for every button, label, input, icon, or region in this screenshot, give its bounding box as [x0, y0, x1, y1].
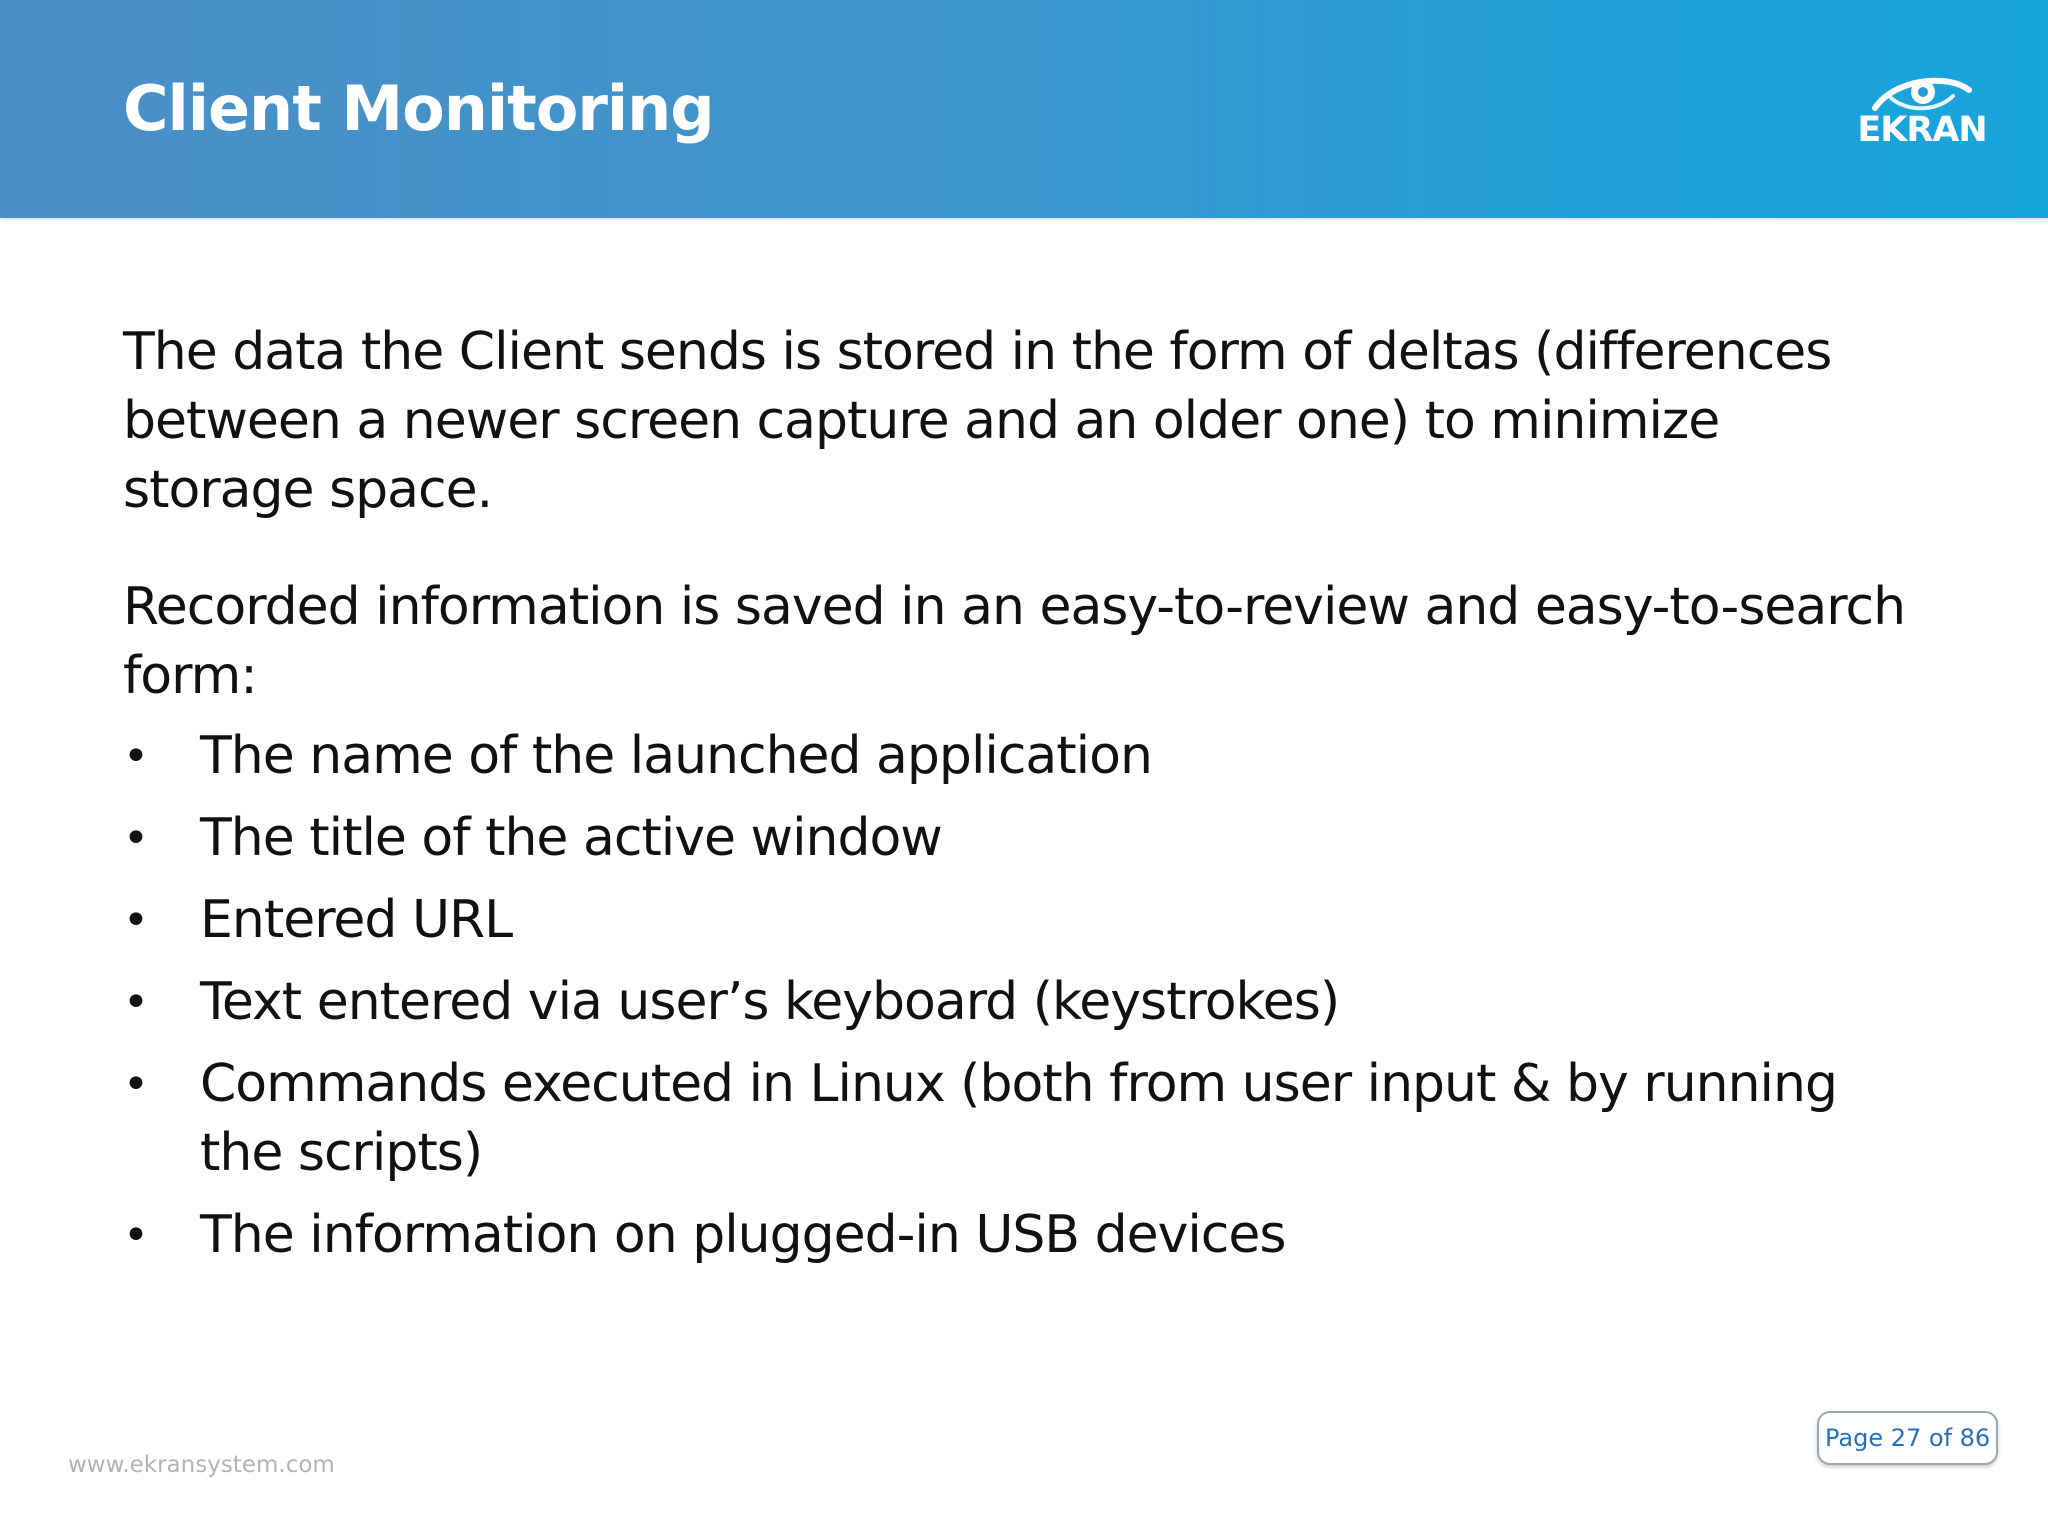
list-item: [123, 722, 1923, 791]
list-item-text: The information on plugged-in USB devices: [200, 1205, 1286, 1265]
list-item: [123, 968, 1923, 1037]
list-item: [123, 886, 1923, 955]
bullet-icon: •: [123, 731, 148, 782]
logo-text: EKRAN: [1857, 110, 1987, 150]
bullet-icon: •: [123, 813, 148, 864]
slide-header: [0, 0, 2048, 218]
slide-title: Client Monitoring: [123, 72, 714, 145]
page-indicator: Page 27 of 86: [1817, 1411, 1998, 1465]
list-item-text: Commands executed in Linux (both from user input & by running the scripts): [200, 1054, 1837, 1183]
bullet-icon: •: [123, 895, 148, 946]
body-paragraph: The data the Client sends is stored in the form of deltas (differences between a newer screen capture and an older one) to minimize storage space.: [123, 322, 1832, 520]
bullet-list: [123, 722, 1923, 1270]
list-item-text: Entered URL: [200, 890, 513, 950]
footer-url: www.ekransystem.com: [68, 1452, 335, 1478]
list-item-text: The name of the launched application: [200, 726, 1152, 786]
bullet-icon: •: [123, 1210, 148, 1261]
slide-body: [123, 318, 1923, 1283]
bullet-icon: •: [123, 1059, 148, 1110]
eye-icon: [1871, 68, 1973, 114]
list-item: [123, 804, 1923, 873]
list-item: [123, 1201, 1923, 1270]
list-item: [123, 1050, 1923, 1188]
list-item-text: Text entered via user’s keyboard (keystrokes): [200, 972, 1340, 1032]
list-item-text: The title of the active window: [200, 808, 942, 868]
ekran-logo: [1857, 68, 1987, 158]
bullet-icon: •: [123, 977, 148, 1028]
list-intro: Recorded information is saved in an easy-to-review and easy-to-search form:: [123, 577, 1906, 706]
